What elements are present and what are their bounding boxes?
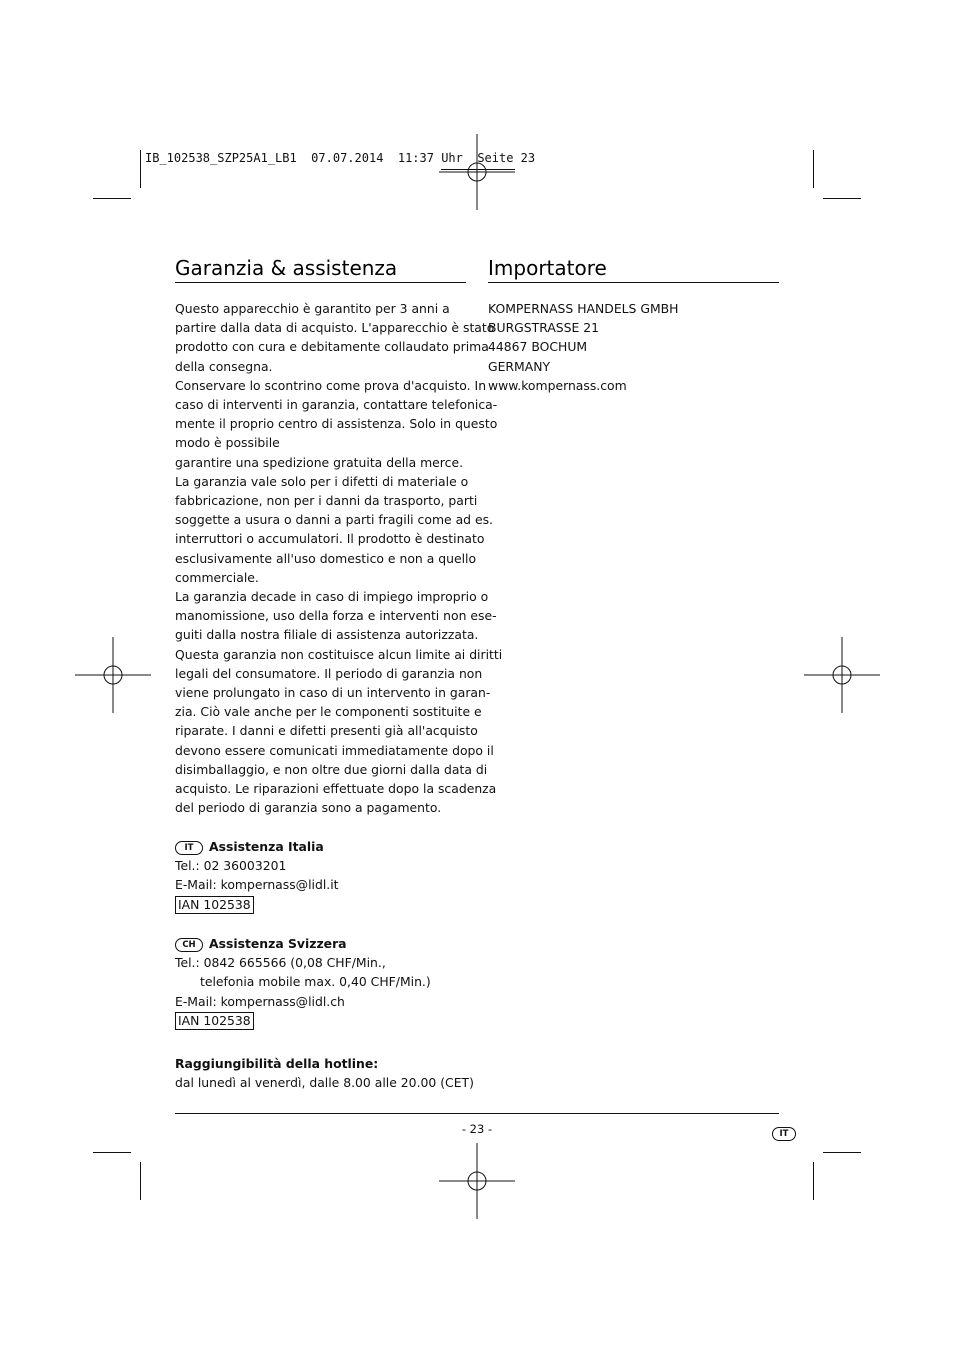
crop-mark [93,1152,131,1153]
page-number: - 23 - [461,1122,493,1136]
warranty-text-line: riparate. I danni e difetti presenti già all'acquisto [175,723,478,739]
warranty-text-line: caso di interventi in garanzia, contattare telefonica- [175,397,498,413]
address-line: BURGSTRASSE 21 [488,320,600,336]
warranty-text-line: guiti dalla nostra filiale di assistenza autorizzata. [175,627,479,643]
warranty-text-line: soggette a usura o danni a parti fragili come ad es. [175,512,493,528]
warranty-text-line: manomissione, uso della forza e interventi non ese- [175,608,497,624]
service-switzerland-phone: Tel.: 0842 665566 (0,08 CHF/Min., [175,955,386,971]
warranty-text-line: acquisto. Le riparazioni effettuate dopo la scadenza [175,781,497,797]
crop-mark [823,1152,861,1153]
registration-mark-bottom [439,1143,515,1219]
warranty-text-line: zia. Ciò vale anche per le componenti sostituite e [175,704,482,720]
warranty-text-line: esclusivamente all'uso domestico e non a quello [175,550,477,566]
hotline-info [175,1054,474,1092]
registration-mark-right [804,637,880,713]
warranty-text-line: devono essere comunicati immediatamente dopo il [175,742,494,758]
crop-mark [140,1162,141,1200]
title-rule [488,282,779,283]
registration-mark-left [75,637,151,713]
country-badge-it: IT [175,841,203,855]
hotline-heading: Raggiungibilità della hotline: [175,1056,379,1071]
registration-mark-top [439,134,515,210]
importer-website [488,376,627,395]
warranty-text-line: Questa garanzia non costituisce alcun limite ai diritti [175,646,503,662]
warranty-text-line: della consegna. [175,358,273,374]
warranty-text-line: garantire una spedizione gratuita della merce. [175,454,464,470]
service-switzerland [175,934,431,1030]
section-title-warranty: Garanzia & assistenza [175,256,398,280]
warranty-text-line: mente il proprio centro di assistenza. Solo in questo [175,416,498,432]
warranty-text-line: modo è possibile [175,435,280,451]
crop-mark [823,198,861,199]
country-badge-ch: CH [175,938,203,952]
warranty-text-line: partire dalla data di acquisto. L'apparecchio è stato [175,320,495,336]
warranty-text-line: La garanzia vale solo per i difetti di materiale o [175,473,469,489]
address-line: KOMPERNASS HANDELS GMBH [488,301,679,316]
warranty-text-line: La garanzia decade in caso di impiego improprio o [175,589,489,605]
service-italy-heading: Assistenza Italia [209,839,324,854]
warranty-text-line: prodotto con cura e debitamente collaudato prima [175,339,489,355]
service-switzerland-email: E-Mail: kompernass@lidl.ch [175,993,345,1009]
warranty-text-line: Questo apparecchio è garantito per 3 anni a [175,301,450,316]
service-switzerland-phone-mobile: telefonia mobile max. 0,40 CHF/Min.) [200,974,431,990]
section-title-importer: Importatore [488,256,607,280]
print-slug: IB_102538_SZP25A1_LB1 07.07.2014 11:37 Uhr Seite 23 [145,151,536,165]
address-line: 44867 BOCHUM [488,339,588,355]
ian-box: IAN 102538 [175,1012,254,1030]
service-italy [175,837,339,914]
language-badge-it: IT [772,1127,796,1141]
warranty-text-line: legali del consumatore. Il periodo di garanzia non [175,665,483,681]
title-rule [175,282,466,283]
warranty-text-line: fabbricazione, non per i danni da trasporto, parti [175,493,478,509]
footer-rule [175,1113,779,1114]
crop-mark [813,1162,814,1200]
warranty-text [175,299,502,817]
warranty-text-line: Conservare lo scontrino come prova d'acquisto. In [175,377,487,393]
crop-mark [813,150,814,188]
warranty-text-line: disimballaggio, e non oltre due giorni dalla data di [175,761,488,777]
importer-website-link[interactable]: www.kompernass.com [488,378,627,393]
hotline-hours: dal lunedì al venerdì, dalle 8.00 alle 20.00 (CET) [175,1075,474,1091]
service-switzerland-heading: Assistenza Svizzera [209,936,347,951]
service-italy-phone: Tel.: 02 36003201 [175,858,287,874]
footer-language-badge [772,1122,796,1141]
address-line: GERMANY [488,358,551,374]
warranty-text-line: commerciale. [175,569,259,585]
warranty-text-line: interruttori o accumulatori. Il prodotto è destinato [175,531,485,547]
crop-mark [93,198,131,199]
warranty-text-line: del periodo di garanzia sono a pagamento. [175,800,442,816]
service-italy-email: E-Mail: kompernass@lidl.it [175,877,339,893]
warranty-text-line: viene prolungato in caso di un intervento in garan- [175,685,491,701]
ian-box: IAN 102538 [175,896,254,914]
importer-address [488,299,678,376]
crop-mark [140,150,141,188]
